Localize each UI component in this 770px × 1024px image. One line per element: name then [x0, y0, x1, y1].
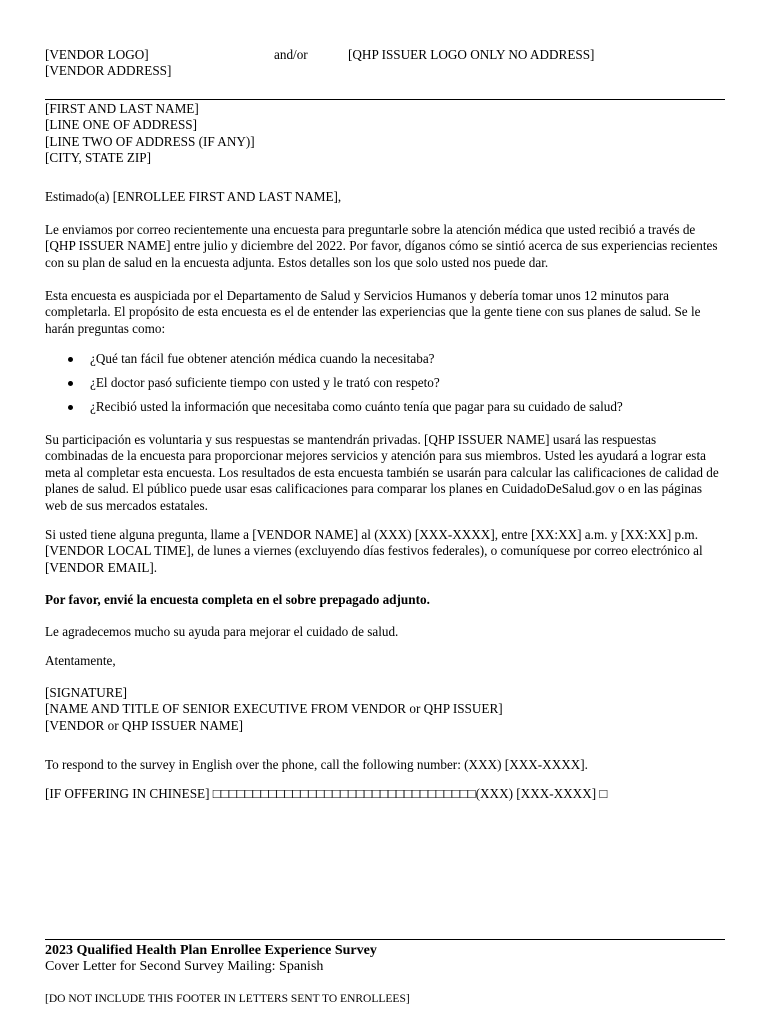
footer [45, 943, 377, 976]
address-line: [LINE TWO OF ADDRESS (IF ANY)] [45, 133, 255, 149]
list-item: ¿El doctor pasó suficiente tiempo con usted y le trató con respeto? [45, 375, 721, 399]
paragraph-contact: Si usted tiene alguna pregunta, llame a [VENDOR NAME] al (XXX) [XXX-XXXX], entre [XX:XX] a.m. y [XX:XX] p.m. [VENDOR LOCAL TIME], de lunes a viernes (excluyendo días festivos federales), o comuníquese por correo electrónico al [VENDOR EMAIL]. [45, 527, 703, 575]
paragraph-thanks: Le agradecemos mucho su ayuda para mejorar el cuidado de salud. [45, 624, 399, 639]
header-rule [45, 99, 725, 100]
english-phone-line: To respond to the survey in English over the phone, call the following number: (XXX) [XXX-XXXX]. [45, 757, 588, 772]
footer-note: [DO NOT INCLUDE THIS FOOTER IN LETTERS SENT TO ENROLLEES] [45, 993, 410, 1005]
footer-subtitle: Cover Letter for Second Survey Mailing: Spanish [45, 959, 324, 975]
list-item: ¿Qué tan fácil fue obtener atención médica cuando la necesitaba? [45, 351, 721, 375]
paragraph-intro: Le enviamos por correo recientemente una encuesta para preguntarle sobre la atención médica que usted recibió a través de [QHP ISSUER NAME] entre julio y diciembre del 2022. Por favor, díganos cómo se sintió acerca de sus experiencias recientes con su plan de salud en la encuesta adjunta. Estos detalles son los que solo usted nos puede dar. [45, 222, 718, 270]
list-item: ¿Recibió usted la información que necesitaba como cuánto tenía que pagar para su cuidado de salud? [45, 399, 721, 423]
footer-rule [45, 939, 725, 940]
address-line: [LINE ONE OF ADDRESS] [45, 117, 198, 133]
letterhead [45, 47, 171, 80]
qhp-logo-placeholder: [QHP ISSUER LOGO ONLY NO ADDRESS] [348, 47, 595, 62]
signature-title-line: [NAME AND TITLE OF SENIOR EXECUTIVE FROM VENDOR or QHP ISSUER] [45, 701, 503, 717]
salutation: Estimado(a) [ENROLLEE FIRST AND LAST NAME], [45, 189, 342, 204]
question-list [45, 351, 721, 423]
paragraph-return-instruction: Por favor, envié la encuesta completa en el sobre prepagado adjunto. [45, 592, 430, 607]
and-or-text: and/or [274, 47, 308, 62]
chinese-offer-line: [IF OFFERING IN CHINESE] □□□□□□□□□□□□□□□□□□□□□□□□□□□□□□□□□(XXX) [XXX-XXXX] □ [45, 786, 608, 801]
footer-title: 2023 Qualified Health Plan Enrollee Experience Survey [45, 943, 377, 958]
paragraph-participation: Su participación es voluntaria y sus respuestas se mantendrán privadas. [QHP ISSUER NAME] usará las respuestas combinadas de la encuesta para proporcionar mejores servicios y atención para sus miembros. Usted les ayudará a lograr esta meta al completar esta encuesta. Los resultados de esta encuesta también se usarán para calcular las calificaciones de calidad de planes de salud. El público puede usar esas calificaciones para comparar los planes en CuidadoDeSalud.gov o en las páginas web de sus mercados estatales. [45, 432, 719, 513]
signature-block [45, 685, 503, 734]
vendor-address-placeholder: [VENDOR ADDRESS] [45, 63, 172, 79]
paragraph-purpose: Esta encuesta es auspiciada por el Departamento de Salud y Servicios Humanos y debería tomar unos 12 minutos para completarla. El propósito de esta encuesta es el de entender las experiencias que la gente tiene con sus planes de salud. Se le harán preguntas como: [45, 288, 701, 336]
letter-page [45, 0, 725, 1024]
signature-org-line: [VENDOR or QHP ISSUER NAME] [45, 717, 244, 733]
address-line: [FIRST AND LAST NAME] [45, 101, 199, 116]
signature-line: [SIGNATURE] [45, 685, 128, 700]
vendor-logo-placeholder: [VENDOR LOGO] [45, 47, 149, 62]
recipient-address [45, 101, 255, 167]
address-line: [CITY, STATE ZIP] [45, 150, 152, 166]
closing: Atentamente, [45, 653, 116, 668]
